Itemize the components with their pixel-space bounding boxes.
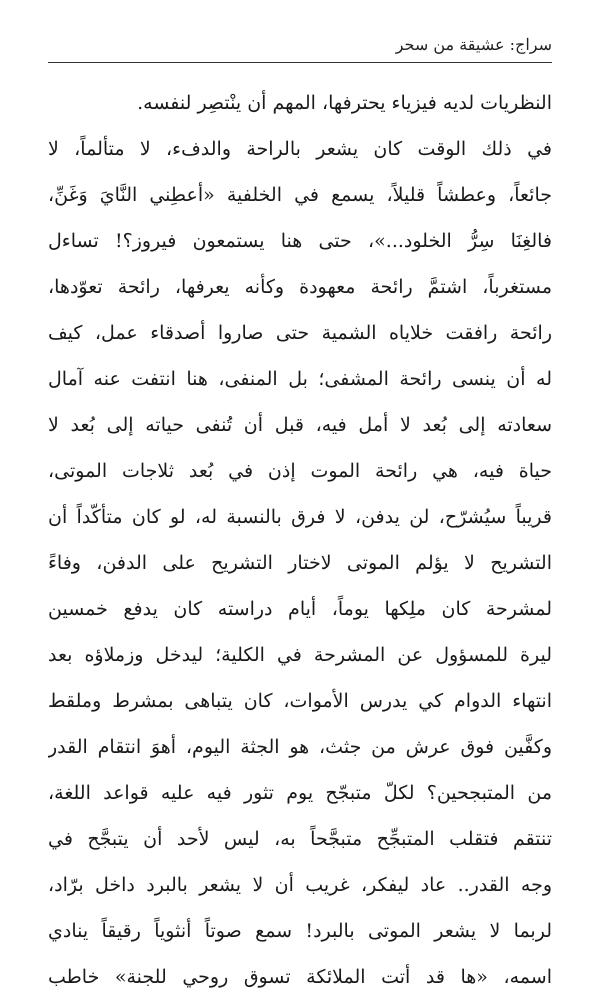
text-line: وكفَّين فوق عرش من جثث، هو الجثة اليوم، أهوَ انتقام القدر	[48, 736, 552, 758]
text-line: في ذلك الوقت كان يشعر بالراحة والدفء، لا متألماً، لا	[48, 138, 552, 160]
body-text	[48, 80, 552, 1000]
text-line: له أن ينسى رائحة المشفى؛ بل المنفى، هنا انتفت عنه آمال	[48, 368, 552, 390]
text-line: سعادته إلى بُعد لا أمل فيه، قبل أن تُنفى حياته إلى بُعد لا	[48, 414, 552, 436]
running-header: سراج: عشيقة من سحر	[395, 35, 552, 54]
text-line: وجه القدر.. عاد ليفكر، غريب أن لا يشعر بالبرد داخل برّاد،	[48, 874, 552, 896]
text-line: ليرة للمسؤول عن المشرحة في الكلية؛ ليدخل وزملاؤه بعد	[48, 644, 552, 666]
text-line: قريباً سيُشرّح، لن يدفن، لا فرق بالنسبة له، لو كان متأكّداً أن	[48, 506, 552, 528]
text-line: من المتبجحين؟ لكلّ متبجّح يوم تثور فيه عليه قواعد اللغة،	[48, 782, 552, 804]
text-line: فالغِنَا سِرُّ الخلود...»، حتى هنا يستمعون فيروز؟! تساءل	[48, 230, 552, 252]
text-line: انتهاء الدوام كي يدرس الأموات، كان يتباهى بمشرط وملقط	[48, 690, 552, 712]
text-line: النظريات لديه فيزياء يحترفها، المهم أن ينْتصِر لنفسه.	[137, 92, 552, 114]
text-line: التشريح لا يؤلم الموتى لاختار التشريح على الدفن، وفاءً	[48, 552, 552, 574]
text-line: حياة فيه، هي رائحة الموت إذن في بُعد ثلاجات الموتى،	[48, 460, 552, 482]
text-line: لمشرحة كان ملِكها يوماً، أيام دراسته كان يدفع خمسين	[48, 598, 552, 620]
text-line: لربما لا يشعر الموتى بالبرد! سمع صوتاً أنثوياً رقيقاً ينادي	[48, 920, 552, 942]
text-line: رائحة رافقت خلاياه الشمية حتى صاروا أصدقاء عمل، كيف	[48, 322, 552, 344]
header-divider	[48, 62, 552, 63]
text-line: اسمه، «ها قد أتت الملائكة تسوق روحي للجنة» خاطب	[48, 966, 552, 988]
text-line: جائعاً، وعطشاً قليلاً، يسمع في الخلفية «أعطِني النَّايَ وَغَنِّ،	[48, 184, 552, 206]
text-line: مستغرباً، اشتمَّ رائحة معهودة وكأنه يعرفها، رائحة تعوّدها،	[48, 276, 552, 298]
text-line: تنتقم فتقلب المتبجِّح متبجَّحاً به، ليس لأحد أن يتبجَّح في	[48, 828, 552, 850]
